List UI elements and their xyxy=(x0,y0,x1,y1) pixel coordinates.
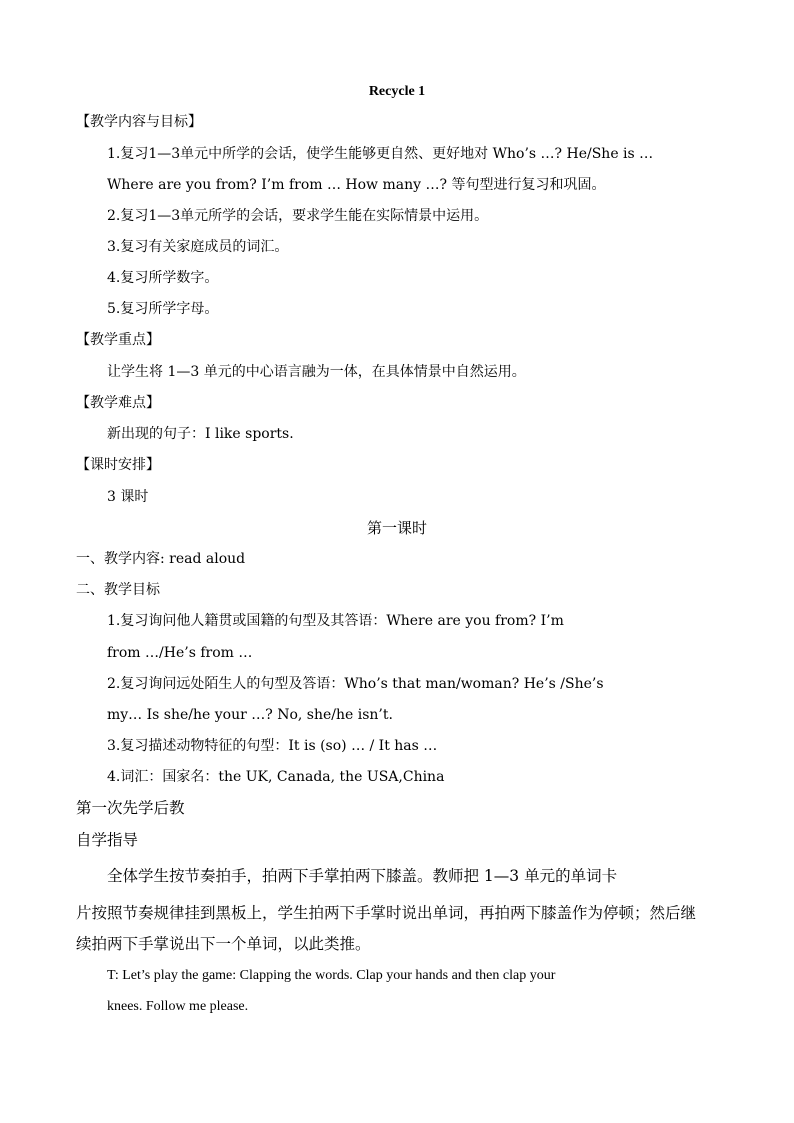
section-heading-content-goals: 【教学内容与目标】 xyxy=(76,114,202,130)
section-heading-difficult-points: 【教学难点】 xyxy=(76,395,160,411)
teaching-goal-3: 3.复习描述动物特征的句型：It is (so) … / It has … xyxy=(107,738,438,754)
key-points-text: 让学生将 1—3 单元的中心语言融为一体，在具体情景中自然运用。 xyxy=(107,364,526,380)
goal-item-4: 4.复习所学数字。 xyxy=(107,270,219,286)
section-heading-key-points: 【教学重点】 xyxy=(76,332,160,348)
goal-item-5: 5.复习所学字母。 xyxy=(107,301,219,317)
goal-item-1-line-1: 1.复习1—3单元中所学的会话，使学生能够更自然、更好地对 Who’s …? He/She is … xyxy=(107,146,654,162)
teacher-dialogue-line-1: T: Let’s play the game: Clapping the words. Clap your hands and then clap your xyxy=(107,968,556,983)
teaching-goal-1-line-1: 1.复习询问他人籍贯或国籍的句型及其答语：Where are you from? I’m xyxy=(107,613,564,629)
teaching-goal-2-line-1: 2.复习询问远处陌生人的句型及答语：Who’s that man/woman? He’s /She’s xyxy=(107,676,604,692)
lesson-heading: 第一课时 xyxy=(366,519,427,537)
teaching-goal-1-line-2: from …/He’s from … xyxy=(107,645,253,661)
first-learn-then-teach-heading: 第一次先学后教 xyxy=(76,799,185,817)
teaching-goal-4: 4.词汇：国家名：the UK, Canada, the USA,China xyxy=(107,769,445,785)
teacher-dialogue-line-2: knees. Follow me please. xyxy=(107,999,249,1014)
activity-paragraph-line-3: 续拍两下手掌说出下一个单词，以此类推。 xyxy=(76,935,371,953)
goal-item-1-line-2: Where are you from? I’m from … How many …? 等句型进行复习和巩固。 xyxy=(107,177,606,193)
schedule-text: 3 课时 xyxy=(107,489,149,505)
self-study-guide-heading: 自学指导 xyxy=(76,831,139,849)
teaching-goals-heading: 二、教学目标 xyxy=(76,582,160,598)
teaching-content-line: 一、教学内容: read aloud xyxy=(76,551,246,567)
document-title: Recycle 1 xyxy=(368,84,426,99)
teaching-goal-2-line-2: my… Is she/he your …? No, she/he isn’t. xyxy=(107,707,393,723)
goal-item-3: 3.复习有关家庭成员的词汇。 xyxy=(107,239,289,255)
section-heading-schedule: 【课时安排】 xyxy=(76,457,160,473)
goal-item-2: 2.复习1—3单元所学的会话，要求学生能在实际情景中运用。 xyxy=(107,208,489,224)
activity-paragraph-line-2: 片按照节奏规律挂到黑板上，学生拍两下手掌时说出单词，再拍两下膝盖作为停顿；然后继 xyxy=(76,904,697,922)
difficult-points-text: 新出现的句子：I like sports. xyxy=(107,426,294,442)
activity-paragraph-line-1: 全体学生按节奏拍手，拍两下手掌拍两下膝盖。教师把 1—3 单元的单词卡 xyxy=(107,867,618,885)
